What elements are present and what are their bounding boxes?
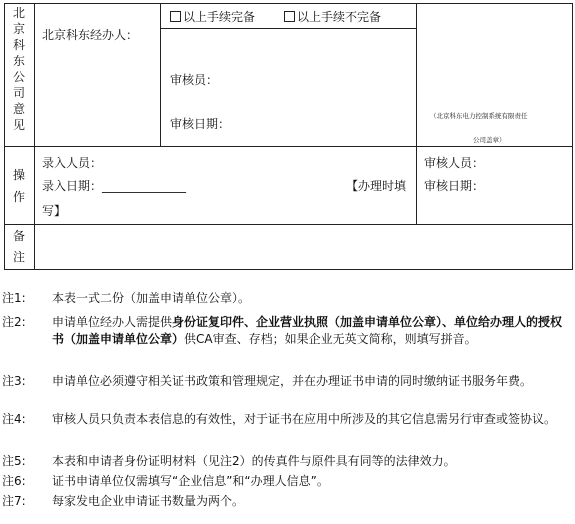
note-text bbox=[52, 493, 572, 510]
seal-column-divider-1 bbox=[416, 3, 417, 146]
note-segment: 本表一式二份（加盖申请单位公章）。 bbox=[52, 291, 251, 305]
label-column-divider bbox=[34, 3, 35, 269]
option-complete[interactable] bbox=[170, 9, 255, 25]
note-label: 注1: bbox=[2, 291, 26, 305]
note-segment: 申请单位必须遵守相关证书政策和管理规定，并在办理证书申请的同时缴纳证书服务年费。 bbox=[52, 374, 533, 388]
section-label-operation-char: 作 bbox=[12, 190, 25, 204]
note-segment: 供CA审查、存档；如果企业无英文简称，则填写拼音。 bbox=[184, 332, 477, 346]
entry-date-blank: ______________ bbox=[102, 179, 187, 193]
entry-date-row bbox=[42, 178, 186, 194]
checkbox-icon[interactable] bbox=[284, 11, 295, 22]
entry-date-label: 录入日期： bbox=[42, 179, 103, 193]
seal-column-divider-2 bbox=[416, 146, 417, 224]
note-text bbox=[52, 373, 570, 390]
seal-note-line1: （北京科东电力控制系统有限责任 bbox=[430, 112, 528, 120]
note-label: 注3: bbox=[2, 374, 26, 388]
table-border-top bbox=[4, 3, 573, 4]
label-char: 京 bbox=[12, 22, 25, 36]
label-char: 公 bbox=[12, 70, 25, 84]
note-label: 注6: bbox=[2, 474, 26, 488]
table-border-left bbox=[4, 3, 5, 269]
note-text bbox=[52, 314, 570, 348]
label-char: 东 bbox=[12, 54, 25, 68]
option-complete-label: 以上手续完备 bbox=[183, 10, 256, 24]
row-divider-2 bbox=[4, 224, 573, 225]
note-segment: 本表和申请者身份证明材料（见注2）的传真件与原件具有同等的法律效力。 bbox=[52, 454, 456, 468]
fill-note-part2: 写】 bbox=[42, 204, 67, 218]
note-text bbox=[52, 290, 572, 307]
reviewer-date-label: 审核日期： bbox=[424, 179, 485, 193]
option-incomplete-label: 以上手续不完备 bbox=[297, 10, 382, 24]
note-text bbox=[52, 453, 572, 470]
section-label-remarks-char: 注 bbox=[12, 250, 25, 264]
note-segment: 证书申请单位仅需填写“企业信息”和“办理人信息”。 bbox=[52, 474, 329, 488]
note-segment: 审核人员只负责本表信息的有效性，对于证书在应用中所涉及的其它信息需另行审查或签协议。 bbox=[52, 412, 557, 426]
note-segment-bold: 身份证复印件、企业营业执照（加盖申请单位公章）、单位给办理人的授权书（加盖申请单位公章） bbox=[52, 315, 563, 346]
operator-label: 北京科东经办人： bbox=[42, 28, 139, 42]
operator-column-divider bbox=[160, 3, 161, 146]
entry-person-label: 录入人员： bbox=[42, 156, 103, 170]
note-text bbox=[52, 473, 572, 490]
table-border-bottom bbox=[4, 269, 573, 270]
note-label: 注4: bbox=[2, 412, 26, 426]
note-label: 注2: bbox=[2, 315, 26, 329]
section-label-remarks-char: 备 bbox=[12, 229, 25, 243]
note-segment: 申请单位经办人需提供 bbox=[52, 315, 173, 329]
row-divider-1 bbox=[4, 146, 573, 147]
label-char: 北 bbox=[12, 6, 25, 20]
seal-note-line2: 公司盖章） bbox=[473, 136, 506, 144]
label-char: 意 bbox=[12, 102, 25, 116]
label-char: 科 bbox=[12, 38, 25, 52]
label-char: 司 bbox=[12, 86, 25, 100]
reviewer-person-label: 审核人员： bbox=[424, 156, 485, 170]
note-text bbox=[52, 411, 570, 428]
note-segment: 每家发电企业申请证书数量为两个。 bbox=[52, 494, 245, 508]
inner-divider-options bbox=[160, 28, 416, 29]
review-date-label: 审核日期： bbox=[170, 117, 231, 131]
table-border-right bbox=[572, 3, 573, 269]
section-label-operation-char: 操 bbox=[12, 168, 25, 182]
note-label: 注5: bbox=[2, 454, 26, 468]
note-label: 注7: bbox=[2, 494, 26, 508]
reviewer-label: 审核员： bbox=[170, 73, 219, 87]
fill-note-part1: 【办理时填 bbox=[346, 179, 407, 193]
checkbox-icon[interactable] bbox=[170, 11, 181, 22]
label-char: 见 bbox=[12, 118, 25, 132]
section-label-opinion bbox=[12, 6, 26, 132]
option-incomplete[interactable] bbox=[284, 9, 381, 25]
